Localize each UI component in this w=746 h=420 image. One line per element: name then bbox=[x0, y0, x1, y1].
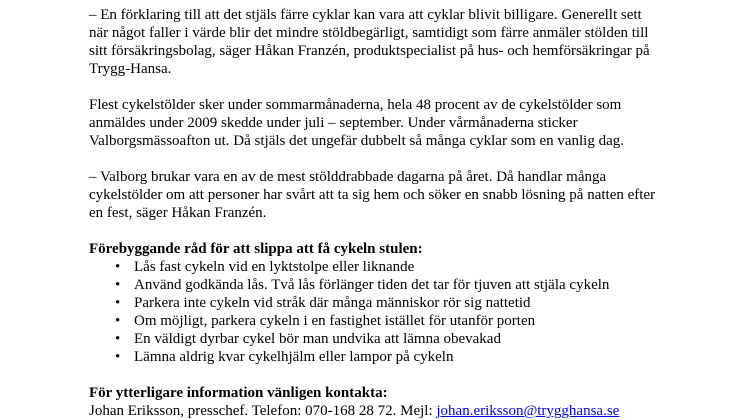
advice-heading: Förebyggande råd för att slippa att få cykeln stulen: bbox=[89, 241, 423, 257]
list-item bbox=[89, 258, 689, 276]
list-item-text: En väldigt dyrbar cykel bör man undvika att lämna obevakad bbox=[134, 331, 501, 347]
list-item-text: Lås fast cykeln vid en lyktstolpe eller liknande bbox=[134, 259, 415, 275]
paragraph-spacer bbox=[89, 150, 689, 168]
paragraph-summer-statistics bbox=[89, 96, 689, 150]
paragraph-spacer bbox=[89, 78, 689, 96]
text-line: sitt försäkringsbolag, säger Håkan Franzén, produktspecialist på hus- och hemförsäkringar på bbox=[89, 43, 650, 59]
bullet-icon: • bbox=[115, 331, 121, 347]
text-line: – Valborg brukar vara en av de mest stölddrabbade dagarna på året. Då handlar många bbox=[89, 169, 607, 185]
paragraph-valborg-quote bbox=[89, 168, 689, 222]
paragraph-spacer bbox=[89, 366, 689, 384]
list-item bbox=[89, 312, 689, 330]
contact-text: Johan Eriksson, presschef. Telefon: 070-168 28 72. Mejl: bbox=[89, 403, 437, 419]
text-line: Valborgsmässoafton ut. Då stjäls det ungefär dubbelt så många cyklar som en vanlig dag. bbox=[89, 133, 625, 149]
list-item-text: Använd godkända lås. Två lås förlänger tiden det tar för tjuven att stjäla cykeln bbox=[134, 277, 610, 293]
text-line: Flest cykelstölder sker under sommarmånaderna, hela 48 procent av de cykelstölder som bbox=[89, 97, 622, 113]
document-body bbox=[89, 6, 689, 420]
bullet-icon: • bbox=[115, 349, 121, 365]
text-line: cykelstölder om att personer har svårt att ta sig hem och söker en snabb lösning på natten efter bbox=[89, 187, 656, 203]
contact-line bbox=[89, 402, 689, 420]
paragraph-explanation bbox=[89, 6, 689, 78]
bullet-icon: • bbox=[115, 277, 121, 293]
bullet-icon: • bbox=[115, 295, 121, 311]
list-item-text: Parkera inte cykeln vid stråk där många människor rör sig nattetid bbox=[134, 295, 531, 311]
text-line: när något faller i värde blir det mindre stöldbegärligt, samtidigt som färre anmäler stölden till bbox=[89, 25, 649, 41]
bullet-icon: • bbox=[115, 313, 121, 329]
email-link[interactable]: johan.eriksson@trygghansa.se bbox=[436, 403, 620, 419]
bullet-icon: • bbox=[115, 259, 121, 275]
text-line: en fest, säger Håkan Franzén. bbox=[89, 205, 267, 221]
text-line: Trygg-Hansa. bbox=[89, 61, 172, 77]
text-line: anmäldes under 2009 skedde under juli – september. Under vårmånaderna sticker bbox=[89, 115, 578, 131]
list-item bbox=[89, 348, 689, 366]
advice-list bbox=[89, 258, 689, 366]
list-item bbox=[89, 330, 689, 348]
paragraph-spacer bbox=[89, 222, 689, 240]
list-item bbox=[89, 294, 689, 312]
list-item-text: Om möjligt, parkera cykeln i en fastighet istället för utanför porten bbox=[134, 313, 536, 329]
contact-heading: För ytterligare information vänligen kontakta: bbox=[89, 385, 388, 401]
list-item-text: Lämna aldrig kvar cykelhjälm eller lampor på cykeln bbox=[134, 349, 454, 365]
text-line: – En förklaring till att det stjäls färre cyklar kan vara att cyklar blivit billigare. Generellt sett bbox=[89, 7, 642, 23]
list-item bbox=[89, 276, 689, 294]
